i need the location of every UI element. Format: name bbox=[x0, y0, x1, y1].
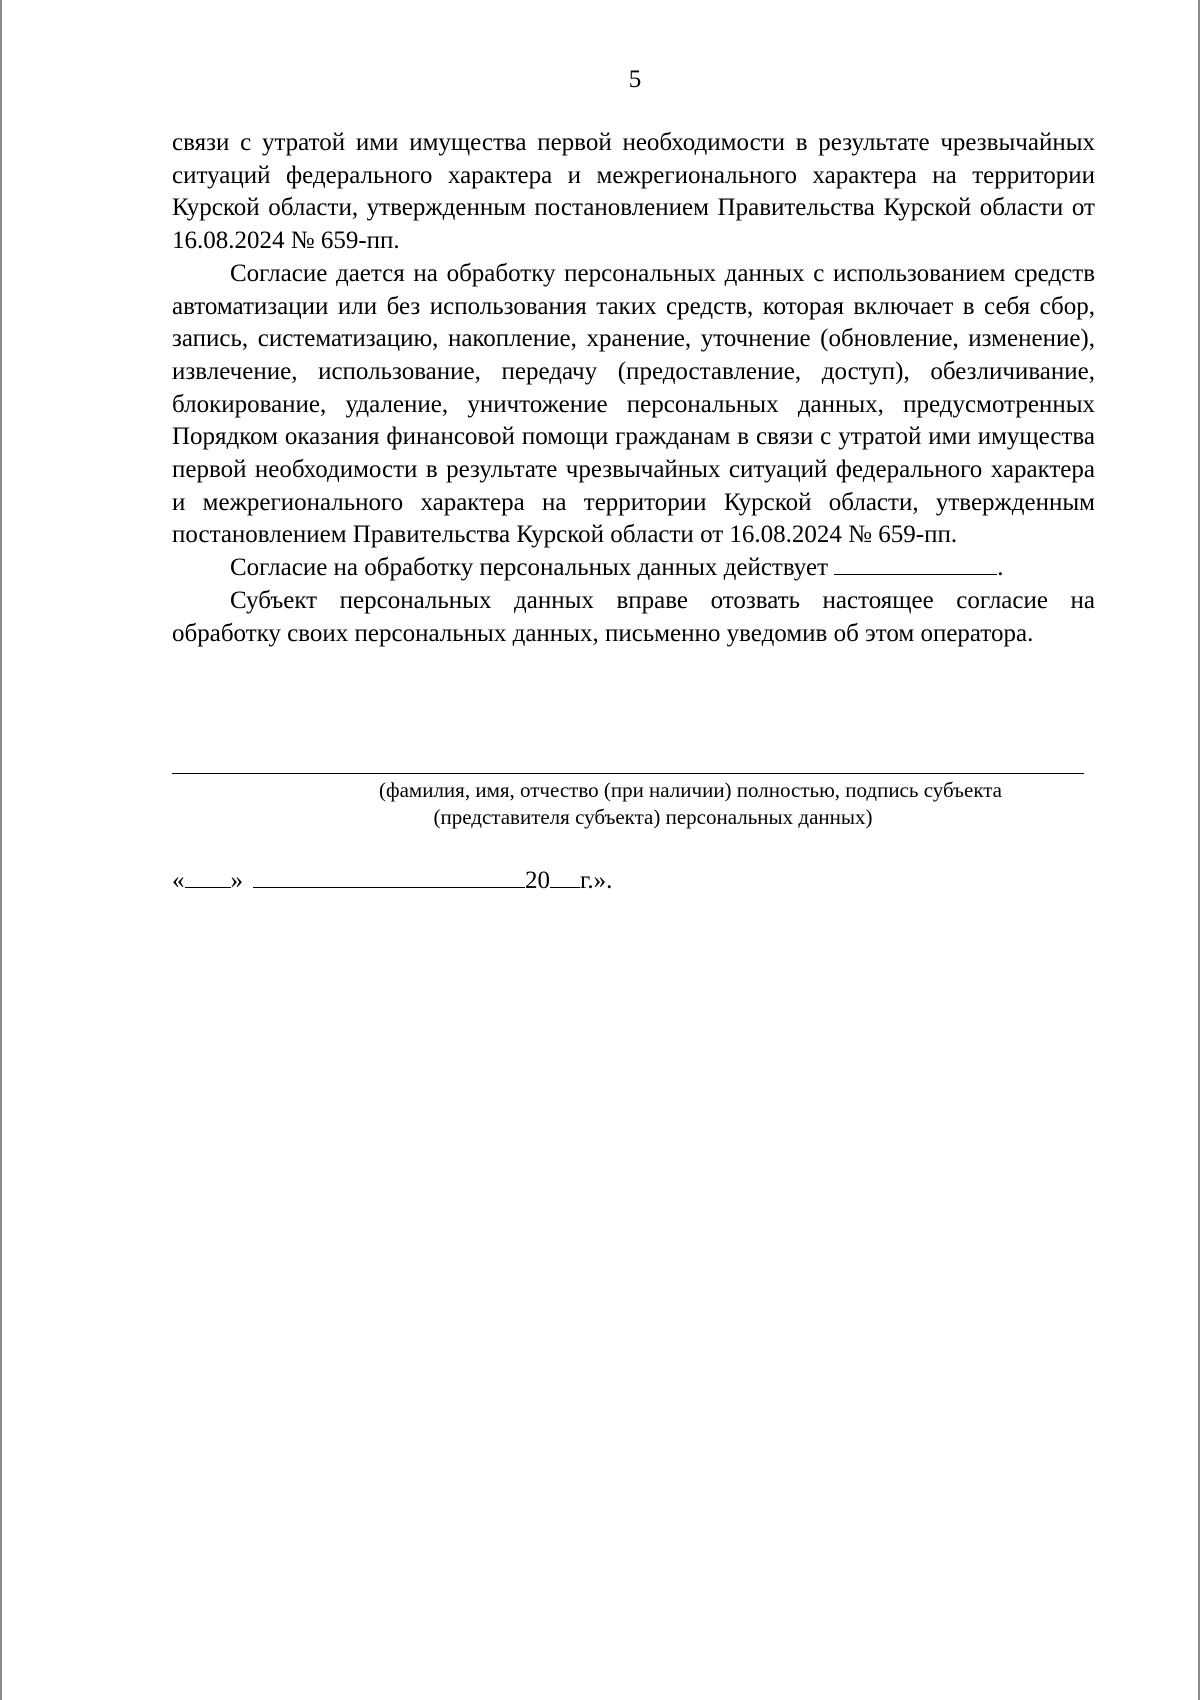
date-close-quote: » bbox=[230, 867, 243, 894]
scan-edge-left bbox=[0, 0, 2, 1700]
paragraph-continuation bbox=[172, 127, 1095, 258]
year-century: 20 bbox=[525, 867, 550, 894]
paragraph-consent-term bbox=[172, 552, 1095, 585]
month-blank[interactable] bbox=[253, 886, 525, 888]
page-number: 5 bbox=[628, 66, 642, 93]
paragraph-text: Субъект персональных данных вправе отозвать настоящее согласие на обработку своих персональных данных, письменно уведомив об этом оператора. bbox=[172, 586, 1095, 647]
paragraph-text: связи с утратой ими имущества первой необходимости в результате чрезвычайных ситуаций федерального характера и межрегионального характера на территории Курской области, утвержденным постановлением Правительства Курской области от 16.08.2024 № 659-пп. bbox=[172, 129, 1095, 255]
consent-term-blank[interactable] bbox=[834, 573, 997, 575]
signature-caption-line1: (фамилия, имя, отчество (при наличии) полностью, подпись субъекта bbox=[379, 778, 1002, 802]
paragraph-consent-scope bbox=[172, 258, 1095, 552]
date-suffix: г.». bbox=[580, 867, 613, 894]
paragraph-suffix: . bbox=[997, 554, 1004, 582]
date-row bbox=[172, 866, 612, 896]
paragraph-text: Согласие на обработку персональных данных действует bbox=[230, 554, 828, 582]
signature-caption bbox=[172, 777, 1084, 831]
signature-line[interactable] bbox=[172, 773, 1084, 774]
signature-caption-line2: (представителя субъекта) персональных данных) bbox=[433, 805, 873, 829]
paragraph-text: Согласие дается на обработку персональных данных с использованием средств автоматизации или без использования таких средств, которая включает в себя сбор, запись, систематизацию, накопление, хранение, уточнение (обновление, изменение), извлечение, использование, передачу (предоставление, доступ), обезличивание, блокирование, удаление, уничтожение персональных данных, предусмотренных Порядком оказания финансовой помощи гражданам в связи с утратой ими имущества первой необходимости в результате чрезвычайных ситуаций федерального характера и межрегионального характера на территории Курской области, утвержденным постановлением Правительства Курской области от 16.08.2024 № 659-пп. bbox=[172, 259, 1095, 549]
document-body bbox=[172, 127, 1095, 650]
date-open-quote: « bbox=[172, 867, 185, 894]
year-blank[interactable] bbox=[550, 886, 580, 888]
paragraph-revocation bbox=[172, 585, 1095, 650]
day-blank[interactable] bbox=[185, 886, 231, 888]
